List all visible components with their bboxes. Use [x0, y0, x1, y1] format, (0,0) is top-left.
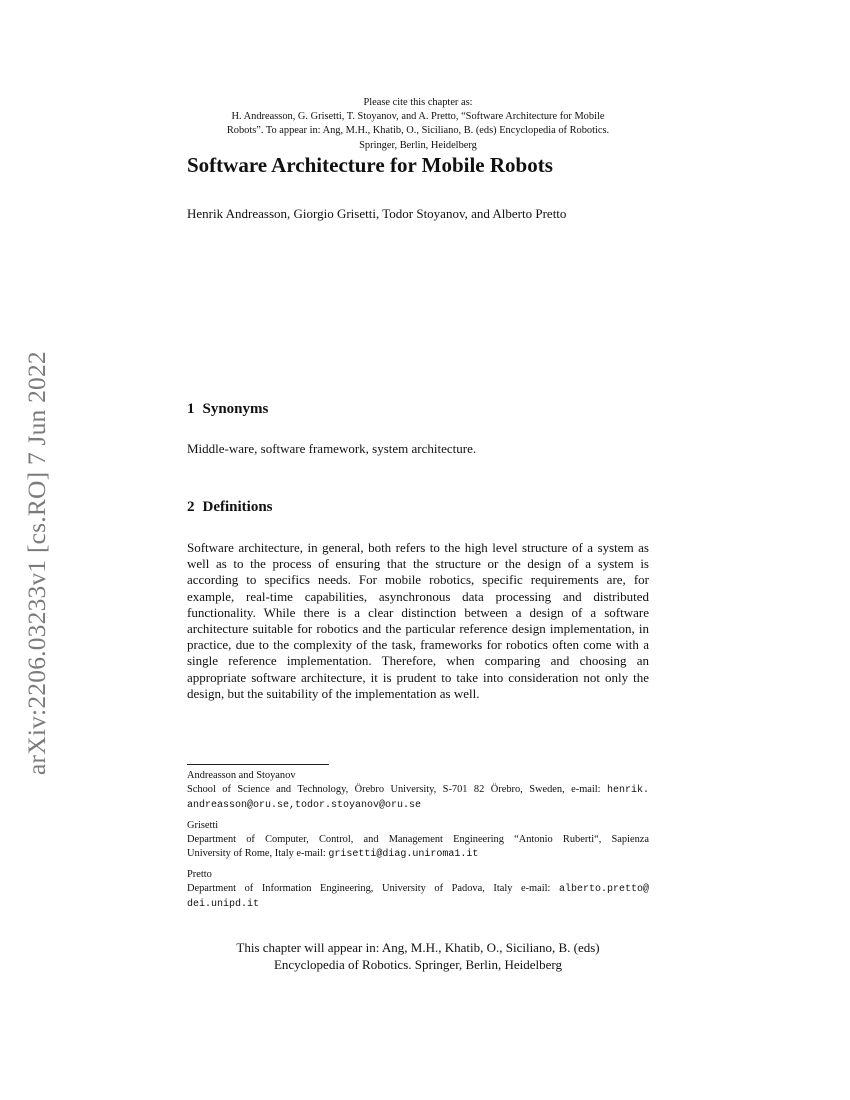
definitions-paragraph: Software architecture, in general, both refers to the high level structure of a system as well as to the process of ensuring that the structure or the design of a system is according to specifics needs. For mobile robotics, specific requirements are, for example, real-time capabilities, asynchronous data processing and distributed functionality. While there is a clear distinction between a design of a software architecture suitable for robotics and the particular reference design implementation, in practice, due to the complexity of the task, frameworks for robotics often come with a single reference implementation. Therefore, when comparing and choosing an appropriate software architecture, it is prudent to take into consideration not only the design, but the suitability of the implementation as well.	[187, 540, 649, 701]
footnote-names: Andreasson and Stoyanov	[187, 770, 296, 781]
footnote-email-line	[187, 897, 649, 912]
appearance-note-line: Encyclopedia of Robotics. Springer, Berlin, Heidelberg	[273, 957, 563, 972]
email-text: alberto.pretto@	[558, 883, 649, 895]
footnote-affiliation-line	[187, 783, 649, 798]
section-number: 2	[187, 499, 195, 515]
citation-note-line: Springer, Berlin, Heidelberg	[359, 139, 477, 151]
appearance-note	[187, 939, 649, 973]
paper-title: Software Architecture for Mobile Robots	[187, 153, 553, 177]
footnote-email-line	[187, 798, 649, 813]
affiliation-text: Department of Information Engineering, University of Padova, Italy e-mail:	[187, 882, 559, 894]
section-heading-synonyms	[187, 401, 268, 418]
email-text: henrik.	[606, 784, 649, 796]
footnote-affiliation-line: Department of Computer, Control, and Management Engineering “Antonio Ruberti“, Sapienza	[187, 833, 649, 845]
footnote-affiliation-line	[187, 882, 649, 897]
footnote-rule	[187, 764, 329, 765]
citation-note	[187, 96, 649, 153]
citation-note-line: H. Andreasson, G. Grisetti, T. Stoyanov, and A. Pretto, “Software Architecture for Mobile	[231, 111, 605, 123]
footnote-names: Grisetti	[187, 820, 219, 831]
affiliation-text: School of Science and Technology, Örebro University, S-701 82 Örebro, Sweden, e-mail:	[187, 783, 607, 795]
email-text: grisetti@diag.uniroma1.it	[328, 848, 479, 860]
footnote-affiliation	[187, 868, 649, 911]
citation-note-line: Robots”. To appear in: Ang, M.H., Khatib, O., Siciliano, B. (eds) Encyclopedia of Robotics.	[226, 125, 610, 137]
section-title: Definitions	[202, 499, 273, 515]
section-number: 1	[187, 401, 195, 417]
affiliation-text: University of Rome, Italy e-mail:	[187, 847, 329, 859]
citation-note-line: Please cite this chapter as:	[363, 97, 473, 108]
footnote-affiliation	[187, 769, 649, 812]
synonyms-text: Middle-ware, software framework, system architecture.	[187, 441, 477, 456]
appearance-note-line: This chapter will appear in: Ang, M.H., Khatib, O., Siciliano, B. (eds)	[236, 940, 600, 955]
footnote-email-line	[187, 847, 649, 862]
author-list: Henrik Andreasson, Giorgio Grisetti, Todor Stoyanov, and Alberto Pretto	[187, 206, 567, 221]
footnote-affiliation	[187, 819, 649, 861]
section-title: Synonyms	[202, 401, 269, 417]
email-text: dei.unipd.it	[187, 898, 260, 910]
arxiv-identifier-stamp: arXiv:2206.03233v1 [cs.RO] 7 Jun 2022	[22, 351, 51, 775]
section-heading-definitions	[187, 499, 273, 516]
footnote-names: Pretto	[187, 869, 212, 880]
email-text: andreasson@oru.se,todor.stoyanov@oru.se	[187, 799, 422, 811]
